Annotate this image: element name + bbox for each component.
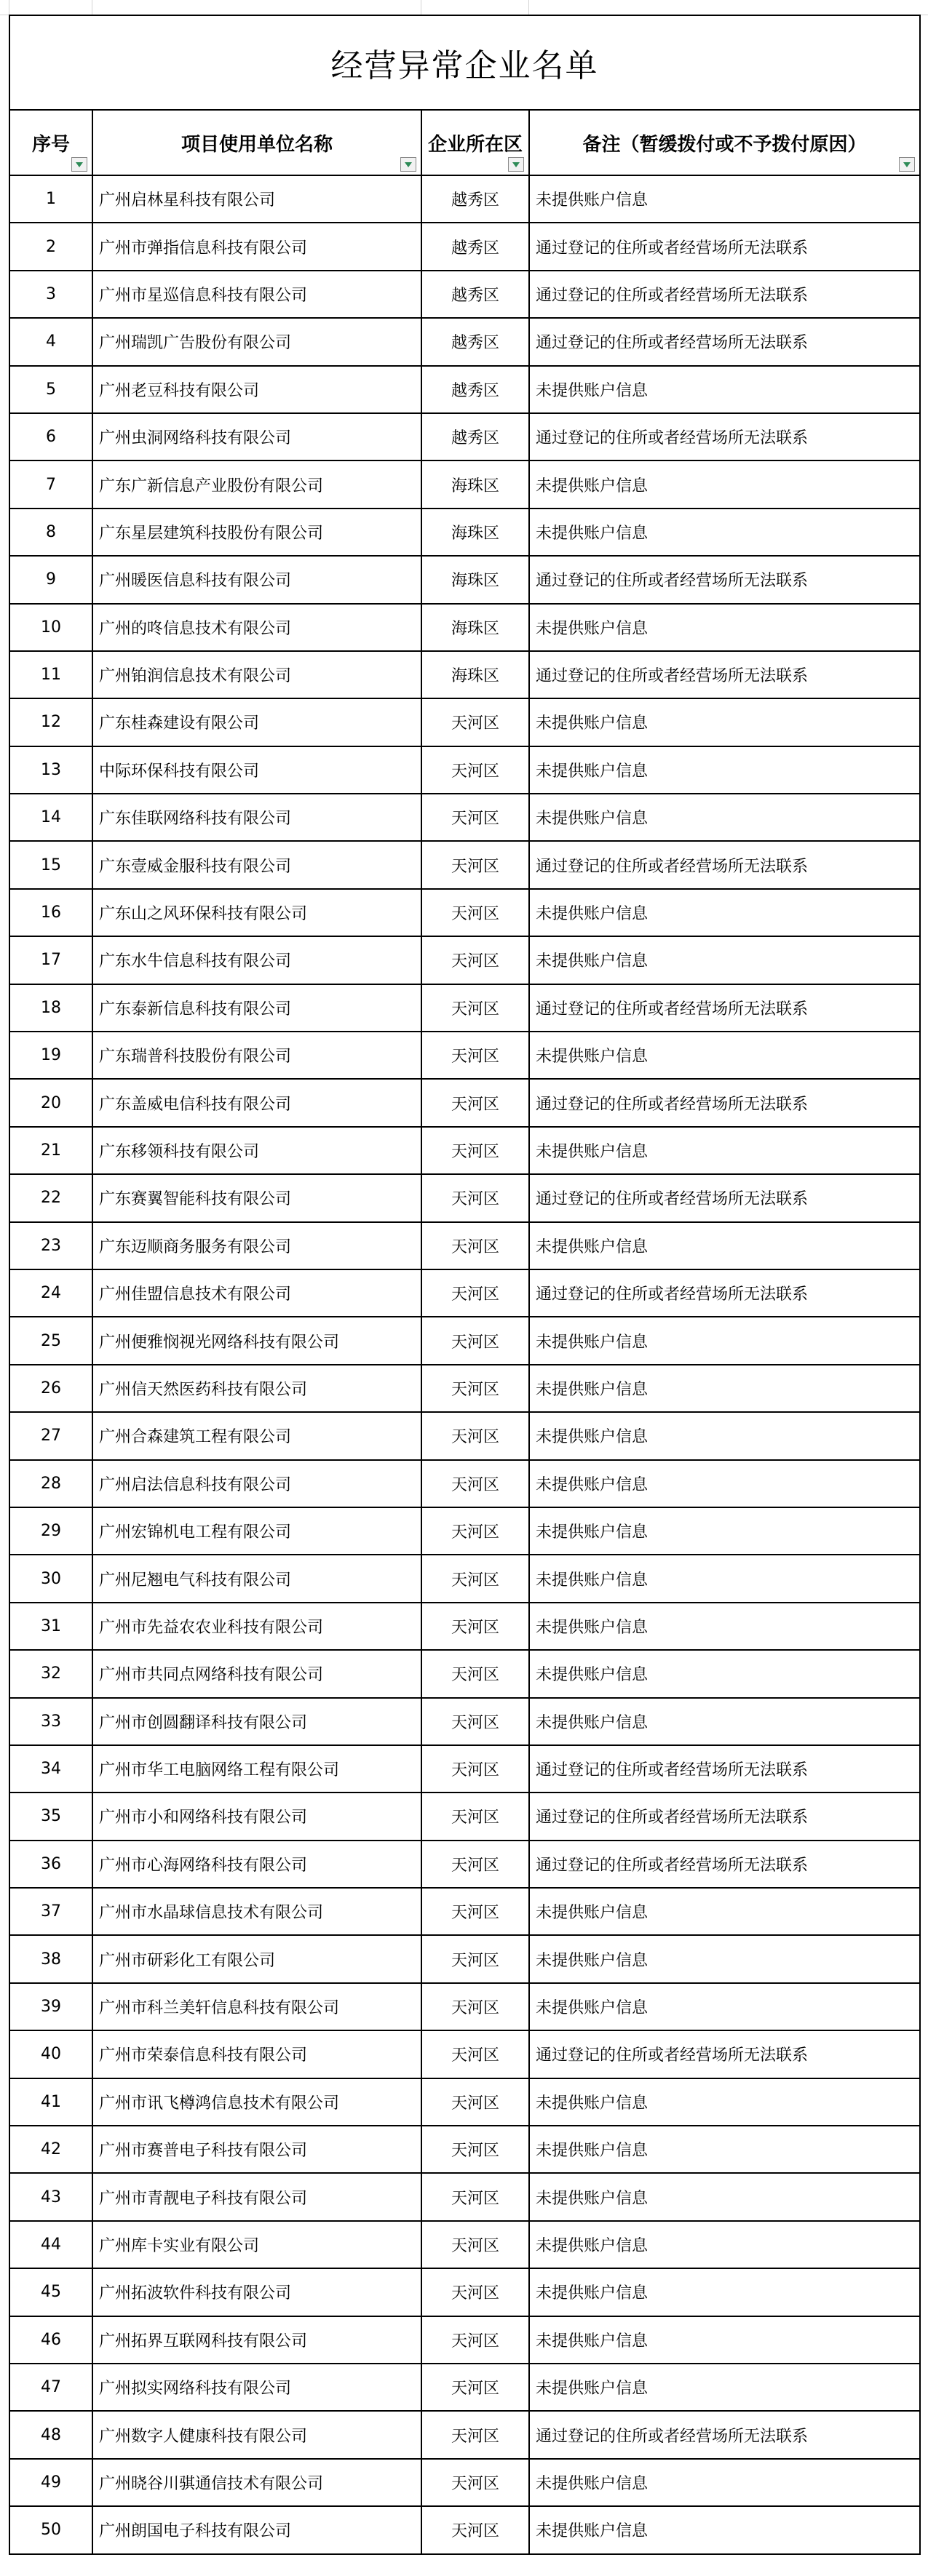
cell-note[interactable]: 通过登记的住所或者经营场所无法联系 (529, 1841, 920, 1888)
cell-name[interactable]: 广东盖威电信科技有限公司 (92, 1079, 421, 1126)
cell-district[interactable]: 天河区 (421, 1650, 529, 1697)
table-row (9, 413, 920, 460)
page-title: 经营异常企业名单 (9, 15, 920, 110)
table-row (9, 1174, 920, 1221)
cell-name[interactable]: 广州虫洞网络科技有限公司 (92, 413, 421, 460)
cell-note[interactable]: 未提供账户信息 (529, 1412, 920, 1459)
cell-no[interactable]: 3 (9, 271, 92, 318)
table-row (9, 1888, 920, 1935)
table-row (9, 794, 920, 841)
cell-no[interactable]: 30 (9, 1555, 92, 1602)
table-row (9, 651, 920, 698)
table-row (9, 1079, 920, 1126)
cell-name[interactable]: 广州市心海网络科技有限公司 (92, 1841, 421, 1888)
cell-note[interactable]: 未提供账户信息 (529, 1032, 920, 1079)
cell-no[interactable]: 42 (9, 2126, 92, 2173)
table-row (9, 1983, 920, 2030)
cell-note[interactable]: 通过登记的住所或者经营场所无法联系 (529, 223, 920, 270)
cell-note[interactable]: 通过登记的住所或者经营场所无法联系 (529, 556, 920, 603)
cell-note[interactable]: 通过登记的住所或者经营场所无法联系 (529, 1174, 920, 1221)
cell-district[interactable]: 天河区 (421, 1935, 529, 1982)
cell-no[interactable]: 16 (9, 889, 92, 936)
cell-name[interactable]: 广州启法信息科技有限公司 (92, 1460, 421, 1507)
cell-name[interactable]: 广东赛翼智能科技有限公司 (92, 1174, 421, 1221)
table-row (9, 2316, 920, 2364)
cell-no[interactable]: 21 (9, 1127, 92, 1174)
cell-note[interactable]: 未提供账户信息 (529, 746, 920, 794)
cell-district[interactable]: 天河区 (421, 1079, 529, 1126)
cell-name[interactable]: 广东移领科技有限公司 (92, 1127, 421, 1174)
cell-name[interactable]: 广东壹威金服科技有限公司 (92, 841, 421, 888)
cell-note[interactable]: 通过登记的住所或者经营场所无法联系 (529, 984, 920, 1032)
cell-name[interactable]: 广州市科兰美轩信息科技有限公司 (92, 1983, 421, 2030)
cell-no[interactable]: 19 (9, 1032, 92, 1079)
cell-district[interactable]: 天河区 (421, 2268, 529, 2316)
cell-note[interactable]: 未提供账户信息 (529, 175, 920, 223)
cell-note[interactable]: 未提供账户信息 (529, 1983, 920, 2030)
cell-name[interactable]: 中际环保科技有限公司 (92, 746, 421, 794)
cell-note[interactable]: 未提供账户信息 (529, 2459, 920, 2506)
cell-name[interactable]: 广州晓谷川骐通信技术有限公司 (92, 2459, 421, 2506)
cell-district[interactable]: 天河区 (421, 1222, 529, 1269)
cell-note[interactable]: 未提供账户信息 (529, 1317, 920, 1364)
cell-no[interactable]: 10 (9, 604, 92, 651)
cell-no[interactable]: 44 (9, 2221, 92, 2268)
cell-name[interactable]: 广东桂森建设有限公司 (92, 698, 421, 746)
cell-district[interactable]: 海珠区 (421, 460, 529, 508)
cell-name[interactable]: 广东迈顺商务服务有限公司 (92, 1222, 421, 1269)
cell-district[interactable]: 天河区 (421, 1174, 529, 1221)
table-row (9, 1745, 920, 1793)
filter-dropdown-icon[interactable] (71, 157, 87, 172)
cell-name[interactable]: 广州暖医信息科技有限公司 (92, 556, 421, 603)
cell-note[interactable]: 未提供账户信息 (529, 2364, 920, 2411)
cell-note[interactable]: 通过登记的住所或者经营场所无法联系 (529, 318, 920, 365)
cell-note[interactable]: 通过登记的住所或者经营场所无法联系 (529, 271, 920, 318)
cell-note[interactable]: 未提供账户信息 (529, 2268, 920, 2316)
cell-name[interactable]: 广东山之风环保科技有限公司 (92, 889, 421, 936)
table-row (9, 1603, 920, 1650)
cell-district[interactable]: 天河区 (421, 2459, 529, 2506)
cell-name[interactable]: 广东泰新信息科技有限公司 (92, 984, 421, 1032)
table-row (9, 889, 920, 936)
cell-name[interactable]: 广州瑞凯广告股份有限公司 (92, 318, 421, 365)
cell-name[interactable]: 广州拟实网络科技有限公司 (92, 2364, 421, 2411)
cell-name[interactable]: 广东水牛信息科技有限公司 (92, 936, 421, 984)
cell-name[interactable]: 广州拓波软件科技有限公司 (92, 2268, 421, 2316)
cell-district[interactable]: 海珠区 (421, 651, 529, 698)
cell-district[interactable]: 越秀区 (421, 413, 529, 460)
filter-dropdown-icon[interactable] (899, 157, 915, 172)
cell-no[interactable]: 29 (9, 1507, 92, 1555)
cell-district[interactable]: 天河区 (421, 1603, 529, 1650)
cell-district[interactable]: 天河区 (421, 2221, 529, 2268)
cell-district[interactable]: 天河区 (421, 794, 529, 841)
table-row (9, 1507, 920, 1555)
cell-name[interactable]: 广州市先益农农业科技有限公司 (92, 1603, 421, 1650)
sheet-gridlines (0, 0, 928, 15)
cell-district[interactable]: 天河区 (421, 1841, 529, 1888)
cell-name[interactable]: 广州信天然医药科技有限公司 (92, 1365, 421, 1412)
cell-no[interactable]: 24 (9, 1269, 92, 1317)
cell-name[interactable]: 广州铂润信息技术有限公司 (92, 651, 421, 698)
table-row (9, 1935, 920, 1982)
table-row (9, 1127, 920, 1174)
cell-district[interactable]: 天河区 (421, 1412, 529, 1459)
cell-name[interactable]: 广州市星巡信息科技有限公司 (92, 271, 421, 318)
table-row (9, 2030, 920, 2078)
cell-name[interactable]: 广州老豆科技有限公司 (92, 366, 421, 413)
cell-district[interactable]: 天河区 (421, 746, 529, 794)
cell-note[interactable]: 未提供账户信息 (529, 2506, 920, 2553)
cell-no[interactable]: 9 (9, 556, 92, 603)
cell-note[interactable]: 通过登记的住所或者经营场所无法联系 (529, 413, 920, 460)
cell-no[interactable]: 2 (9, 223, 92, 270)
cell-district[interactable]: 越秀区 (421, 271, 529, 318)
table-row (9, 1032, 920, 1079)
table-row (9, 2268, 920, 2316)
cell-district[interactable]: 天河区 (421, 1460, 529, 1507)
cell-no[interactable]: 8 (9, 509, 92, 556)
cell-note[interactable]: 未提供账户信息 (529, 1888, 920, 1935)
cell-no[interactable]: 13 (9, 746, 92, 794)
table-row (9, 1222, 920, 1269)
header-no (9, 110, 92, 175)
cell-district[interactable]: 天河区 (421, 984, 529, 1032)
cell-note[interactable]: 未提供账户信息 (529, 1365, 920, 1412)
cell-note[interactable]: 未提供账户信息 (529, 2316, 920, 2364)
cell-no[interactable]: 22 (9, 1174, 92, 1221)
cell-name[interactable]: 广州市青靓电子科技有限公司 (92, 2173, 421, 2220)
cell-name[interactable]: 广州市研彩化工有限公司 (92, 1935, 421, 1982)
cell-district[interactable]: 海珠区 (421, 604, 529, 651)
table-row (9, 1650, 920, 1697)
table-row (9, 556, 920, 603)
table-row (9, 318, 920, 365)
table-row (9, 1793, 920, 1840)
header-note (529, 110, 920, 175)
cell-no[interactable]: 6 (9, 413, 92, 460)
cell-note[interactable]: 未提供账户信息 (529, 794, 920, 841)
cell-district[interactable]: 海珠区 (421, 556, 529, 603)
cell-note[interactable]: 未提供账户信息 (529, 1650, 920, 1697)
cell-district[interactable]: 天河区 (421, 2030, 529, 2078)
table-row (9, 1460, 920, 1507)
cell-note[interactable]: 未提供账户信息 (529, 1127, 920, 1174)
cell-name[interactable]: 广东星层建筑科技股份有限公司 (92, 509, 421, 556)
table-row (9, 223, 920, 270)
cell-note[interactable]: 通过登记的住所或者经营场所无法联系 (529, 1745, 920, 1793)
table-row (9, 604, 920, 651)
cell-no[interactable]: 33 (9, 1698, 92, 1745)
cell-name[interactable]: 广州市小和网络科技有限公司 (92, 1793, 421, 1840)
cell-name[interactable]: 广州市共同点网络科技有限公司 (92, 1650, 421, 1697)
cell-note[interactable]: 未提供账户信息 (529, 2126, 920, 2173)
cell-district[interactable]: 天河区 (421, 936, 529, 984)
table-row (9, 698, 920, 746)
cell-no[interactable]: 23 (9, 1222, 92, 1269)
cell-name[interactable]: 广州市创圆翻译科技有限公司 (92, 1698, 421, 1745)
cell-name[interactable]: 广州合森建筑工程有限公司 (92, 1412, 421, 1459)
table-row (9, 1317, 920, 1364)
cell-district[interactable]: 天河区 (421, 1555, 529, 1602)
cell-district[interactable]: 天河区 (421, 2364, 529, 2411)
table-row (9, 746, 920, 794)
cell-name[interactable]: 广州的咚信息技术有限公司 (92, 604, 421, 651)
cell-note[interactable]: 未提供账户信息 (529, 2221, 920, 2268)
table-row (9, 2221, 920, 2268)
cell-district[interactable]: 天河区 (421, 1888, 529, 1935)
table-row (9, 2506, 920, 2553)
cell-note[interactable]: 未提供账户信息 (529, 2078, 920, 2126)
table-row (9, 841, 920, 888)
table-row (9, 2078, 920, 2126)
cell-name[interactable]: 广州尼翘电气科技有限公司 (92, 1555, 421, 1602)
header-note-label: 备注（暂缓拨付或不予拨付原因） (582, 133, 867, 156)
cell-no[interactable]: 5 (9, 366, 92, 413)
table-row (9, 936, 920, 984)
cell-no[interactable]: 40 (9, 2030, 92, 2078)
cell-no[interactable]: 49 (9, 2459, 92, 2506)
cell-no[interactable]: 34 (9, 1745, 92, 1793)
cell-name[interactable]: 广州库卡实业有限公司 (92, 2221, 421, 2268)
cell-no[interactable]: 50 (9, 2506, 92, 2553)
cell-no[interactable]: 45 (9, 2268, 92, 2316)
cell-name[interactable]: 广州市荣泰信息科技有限公司 (92, 2030, 421, 2078)
cell-name[interactable]: 广东瑞普科技股份有限公司 (92, 1032, 421, 1079)
header-name-label: 项目使用单位名称 (181, 133, 333, 156)
cell-note[interactable]: 未提供账户信息 (529, 509, 920, 556)
cell-district[interactable]: 越秀区 (421, 366, 529, 413)
cell-district[interactable]: 天河区 (421, 1127, 529, 1174)
cell-district[interactable]: 天河区 (421, 1507, 529, 1555)
cell-district[interactable]: 天河区 (421, 1317, 529, 1364)
cell-district[interactable]: 天河区 (421, 1745, 529, 1793)
cell-note[interactable]: 通过登记的住所或者经营场所无法联系 (529, 1269, 920, 1317)
header-no-label: 序号 (31, 133, 70, 156)
header-district-label: 企业所在区 (427, 133, 523, 156)
table-row (9, 1555, 920, 1602)
cell-note[interactable]: 未提供账户信息 (529, 2173, 920, 2220)
cell-district[interactable]: 天河区 (421, 2126, 529, 2173)
cell-name[interactable]: 广州市讯飞樽鸿信息技术有限公司 (92, 2078, 421, 2126)
table-row (9, 984, 920, 1032)
table-row (9, 1365, 920, 1412)
cell-name[interactable]: 广东广新信息产业股份有限公司 (92, 460, 421, 508)
cell-no[interactable]: 27 (9, 1412, 92, 1459)
cell-district[interactable]: 天河区 (421, 2411, 529, 2458)
header-district (421, 110, 529, 175)
cell-note[interactable]: 未提供账户信息 (529, 936, 920, 984)
cell-note[interactable]: 通过登记的住所或者经营场所无法联系 (529, 1079, 920, 1126)
table-row (9, 2411, 920, 2458)
cell-no[interactable]: 7 (9, 460, 92, 508)
cell-district[interactable]: 天河区 (421, 2506, 529, 2553)
cell-no[interactable]: 26 (9, 1365, 92, 1412)
cell-no[interactable]: 43 (9, 2173, 92, 2220)
cell-note[interactable]: 未提供账户信息 (529, 889, 920, 936)
cell-district[interactable]: 天河区 (421, 1032, 529, 1079)
cell-district[interactable]: 天河区 (421, 698, 529, 746)
table-row (9, 1269, 920, 1317)
cell-note[interactable]: 通过登记的住所或者经营场所无法联系 (529, 2030, 920, 2078)
cell-district[interactable]: 海珠区 (421, 509, 529, 556)
cell-district[interactable]: 天河区 (421, 1983, 529, 2030)
cell-no[interactable]: 25 (9, 1317, 92, 1364)
cell-note[interactable]: 通过登记的住所或者经营场所无法联系 (529, 1793, 920, 1840)
cell-no[interactable]: 4 (9, 318, 92, 365)
cell-note[interactable]: 未提供账户信息 (529, 1507, 920, 1555)
cell-name[interactable]: 广州市弹指信息科技有限公司 (92, 223, 421, 270)
cell-no[interactable]: 47 (9, 2364, 92, 2411)
cell-no[interactable]: 12 (9, 698, 92, 746)
table-row (9, 1841, 920, 1888)
cell-district[interactable]: 天河区 (421, 1793, 529, 1840)
cell-no[interactable]: 31 (9, 1603, 92, 1650)
cell-name[interactable]: 广州佳盟信息技术有限公司 (92, 1269, 421, 1317)
cell-district[interactable]: 天河区 (421, 1269, 529, 1317)
cell-note[interactable]: 未提供账户信息 (529, 1935, 920, 1982)
cell-note[interactable]: 未提供账户信息 (529, 698, 920, 746)
cell-district[interactable]: 越秀区 (421, 223, 529, 270)
cell-name[interactable]: 广州便雅悯视光网络科技有限公司 (92, 1317, 421, 1364)
cell-no[interactable]: 36 (9, 1841, 92, 1888)
cell-no[interactable]: 48 (9, 2411, 92, 2458)
cell-district[interactable]: 天河区 (421, 2316, 529, 2364)
cell-no[interactable]: 28 (9, 1460, 92, 1507)
cell-note[interactable]: 未提供账户信息 (529, 1698, 920, 1745)
cell-no[interactable]: 15 (9, 841, 92, 888)
cell-no[interactable]: 46 (9, 2316, 92, 2364)
cell-name[interactable]: 广州朗国电子科技有限公司 (92, 2506, 421, 2553)
cell-note[interactable]: 未提供账户信息 (529, 1603, 920, 1650)
table-row (9, 271, 920, 318)
cell-no[interactable]: 35 (9, 1793, 92, 1840)
cell-name[interactable]: 广州市赛普电子科技有限公司 (92, 2126, 421, 2173)
cell-district[interactable]: 天河区 (421, 2173, 529, 2220)
table-row (9, 1412, 920, 1459)
cell-note[interactable]: 未提供账户信息 (529, 460, 920, 508)
cell-name[interactable]: 广州市水晶球信息技术有限公司 (92, 1888, 421, 1935)
table-row (9, 2364, 920, 2411)
cell-no[interactable]: 41 (9, 2078, 92, 2126)
cell-note[interactable]: 未提供账户信息 (529, 604, 920, 651)
cell-district[interactable]: 越秀区 (421, 175, 529, 223)
cell-district[interactable]: 天河区 (421, 1365, 529, 1412)
cell-no[interactable]: 18 (9, 984, 92, 1032)
cell-note[interactable]: 通过登记的住所或者经营场所无法联系 (529, 651, 920, 698)
cell-district[interactable]: 天河区 (421, 889, 529, 936)
cell-no[interactable]: 32 (9, 1650, 92, 1697)
cell-name[interactable]: 广州启林星科技有限公司 (92, 175, 421, 223)
table-row (9, 460, 920, 508)
cell-note[interactable]: 未提供账户信息 (529, 366, 920, 413)
cell-name[interactable]: 广东佳联网络科技有限公司 (92, 794, 421, 841)
cell-note[interactable]: 通过登记的住所或者经营场所无法联系 (529, 2411, 920, 2458)
cell-district[interactable]: 天河区 (421, 1698, 529, 1745)
cell-no[interactable]: 38 (9, 1935, 92, 1982)
cell-note[interactable]: 未提供账户信息 (529, 1222, 920, 1269)
cell-district[interactable]: 天河区 (421, 2078, 529, 2126)
cell-note[interactable]: 未提供账户信息 (529, 1460, 920, 1507)
filter-dropdown-icon[interactable] (400, 157, 416, 172)
cell-note[interactable]: 未提供账户信息 (529, 1555, 920, 1602)
cell-name[interactable]: 广州数字人健康科技有限公司 (92, 2411, 421, 2458)
table-row (9, 509, 920, 556)
table-row (9, 1698, 920, 1745)
cell-name[interactable]: 广州宏锦机电工程有限公司 (92, 1507, 421, 1555)
cell-note[interactable]: 通过登记的住所或者经营场所无法联系 (529, 841, 920, 888)
cell-name[interactable]: 广州拓界互联网科技有限公司 (92, 2316, 421, 2364)
cell-no[interactable]: 20 (9, 1079, 92, 1126)
cell-no[interactable]: 14 (9, 794, 92, 841)
header-name (92, 110, 421, 175)
cell-no[interactable]: 11 (9, 651, 92, 698)
table-row (9, 175, 920, 223)
filter-dropdown-icon[interactable] (508, 157, 524, 172)
cell-no[interactable]: 17 (9, 936, 92, 984)
abnormal-enterprise-table (9, 15, 921, 2555)
cell-no[interactable]: 37 (9, 1888, 92, 1935)
cell-name[interactable]: 广州市华工电脑网络工程有限公司 (92, 1745, 421, 1793)
cell-no[interactable]: 39 (9, 1983, 92, 2030)
cell-district[interactable]: 越秀区 (421, 318, 529, 365)
table-row (9, 2459, 920, 2506)
cell-district[interactable]: 天河区 (421, 841, 529, 888)
table-row (9, 2126, 920, 2173)
table-row (9, 2173, 920, 2220)
cell-no[interactable]: 1 (9, 175, 92, 223)
table-row (9, 366, 920, 413)
